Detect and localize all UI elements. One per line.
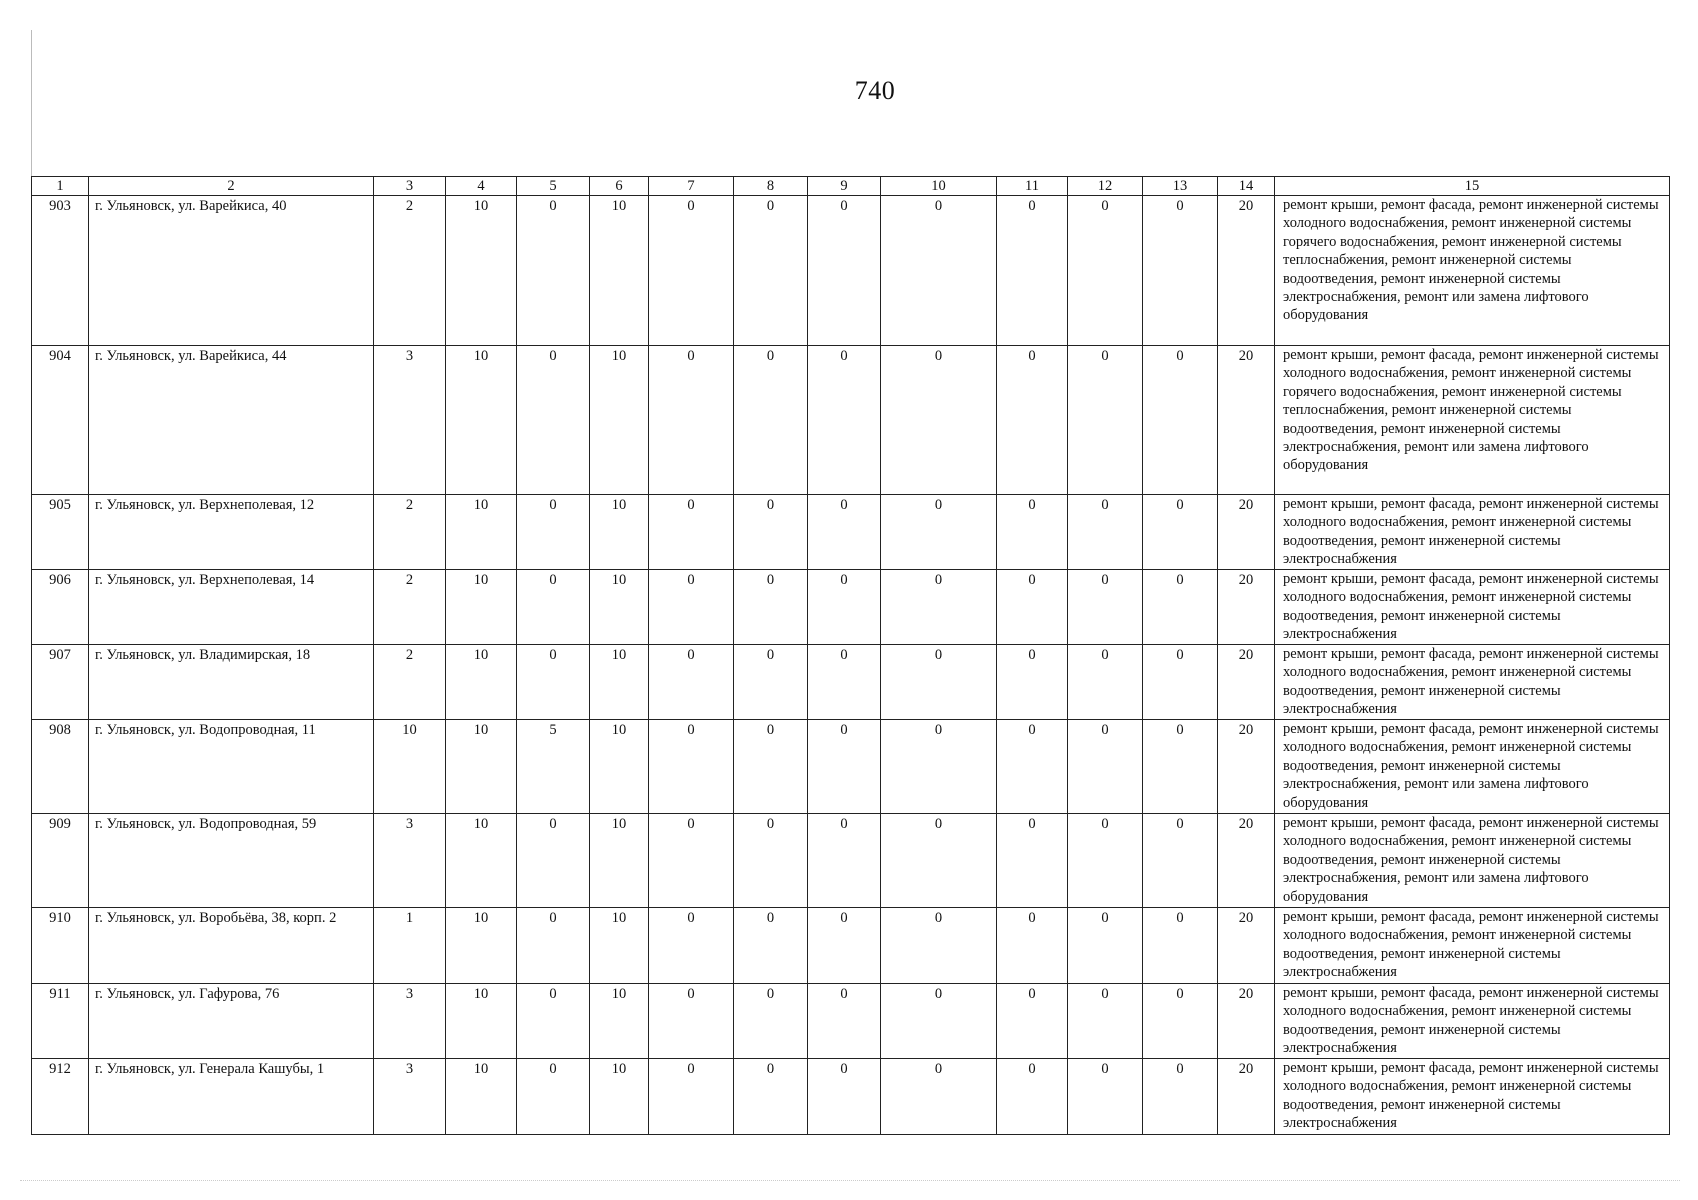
row-number: 907: [32, 645, 89, 720]
value-cell: 0: [808, 720, 881, 814]
row-number: 911: [32, 984, 89, 1059]
value-cell: 20: [1218, 908, 1275, 984]
table-body: [32, 196, 1670, 1135]
value-cell: 0: [734, 814, 808, 908]
value-cell: 0: [997, 984, 1068, 1059]
address-cell: г. Ульяновск, ул. Гафурова, 76: [89, 984, 374, 1059]
value-cell: 3: [374, 1059, 446, 1135]
value-cell: 0: [808, 984, 881, 1059]
value-cell: 0: [734, 1059, 808, 1135]
value-cell: 0: [1068, 908, 1143, 984]
value-cell: 0: [1143, 814, 1218, 908]
value-cell: 10: [590, 196, 649, 346]
value-cell: 10: [590, 645, 649, 720]
value-cell: 0: [997, 346, 1068, 495]
value-cell: 0: [808, 1059, 881, 1135]
works-description-cell: ремонт крыши, ремонт фасада, ремонт инженерной системы холодного водоснабжения, ремонт инженерной системы водоотведения, ремонт инженерной системы электроснабжения, ремонт или замена лифтового оборудования: [1275, 814, 1670, 908]
value-cell: 0: [517, 908, 590, 984]
works-description-cell: ремонт крыши, ремонт фасада, ремонт инженерной системы холодного водоснабжения, ремонт инженерной системы водоотведения, ремонт инженерной системы электроснабжения: [1275, 570, 1670, 645]
value-cell: 10: [590, 814, 649, 908]
value-cell: 20: [1218, 645, 1275, 720]
column-header: 5: [517, 177, 590, 196]
value-cell: 2: [374, 570, 446, 645]
value-cell: 0: [1143, 570, 1218, 645]
value-cell: 20: [1218, 196, 1275, 346]
row-number: 903: [32, 196, 89, 346]
table-row: [32, 1059, 1670, 1135]
value-cell: 0: [881, 196, 997, 346]
value-cell: 0: [734, 908, 808, 984]
value-cell: 0: [1068, 645, 1143, 720]
value-cell: 0: [881, 570, 997, 645]
value-cell: 0: [881, 720, 997, 814]
value-cell: 3: [374, 814, 446, 908]
value-cell: 0: [1068, 196, 1143, 346]
value-cell: 0: [734, 495, 808, 570]
value-cell: 10: [590, 495, 649, 570]
repair-works-table: [31, 176, 1670, 1135]
value-cell: 0: [881, 495, 997, 570]
value-cell: 1: [374, 908, 446, 984]
value-cell: 0: [649, 346, 734, 495]
value-cell: 10: [446, 570, 517, 645]
value-cell: 0: [734, 570, 808, 645]
table-row: [32, 196, 1670, 346]
row-number: 908: [32, 720, 89, 814]
value-cell: 2: [374, 196, 446, 346]
column-header: 2: [89, 177, 374, 196]
value-cell: 20: [1218, 720, 1275, 814]
value-cell: 0: [997, 570, 1068, 645]
table-row: [32, 495, 1670, 570]
value-cell: 0: [997, 720, 1068, 814]
value-cell: 10: [446, 814, 517, 908]
value-cell: 20: [1218, 495, 1275, 570]
value-cell: 0: [1143, 645, 1218, 720]
address-cell: г. Ульяновск, ул. Воробьёва, 38, корп. 2: [89, 908, 374, 984]
value-cell: 10: [590, 346, 649, 495]
value-cell: 0: [517, 495, 590, 570]
value-cell: 5: [517, 720, 590, 814]
value-cell: 0: [517, 196, 590, 346]
value-cell: 0: [881, 984, 997, 1059]
row-number: 909: [32, 814, 89, 908]
value-cell: 0: [649, 570, 734, 645]
value-cell: 10: [590, 1059, 649, 1135]
value-cell: 0: [881, 1059, 997, 1135]
value-cell: 10: [446, 495, 517, 570]
value-cell: 0: [1068, 570, 1143, 645]
value-cell: 0: [1068, 720, 1143, 814]
row-number: 904: [32, 346, 89, 495]
value-cell: 20: [1218, 984, 1275, 1059]
column-header: 7: [649, 177, 734, 196]
column-header: 14: [1218, 177, 1275, 196]
address-cell: г. Ульяновск, ул. Водопроводная, 59: [89, 814, 374, 908]
value-cell: 0: [1143, 984, 1218, 1059]
works-description-cell: ремонт крыши, ремонт фасада, ремонт инженерной системы холодного водоснабжения, ремонт инженерной системы водоотведения, ремонт инженерной системы электроснабжения: [1275, 645, 1670, 720]
address-cell: г. Ульяновск, ул. Водопроводная, 11: [89, 720, 374, 814]
value-cell: 0: [881, 645, 997, 720]
page-bottom-edge: [20, 1180, 1680, 1182]
row-number: 906: [32, 570, 89, 645]
value-cell: 10: [374, 720, 446, 814]
column-header: 15: [1275, 177, 1670, 196]
works-description-cell: ремонт крыши, ремонт фасада, ремонт инженерной системы холодного водоснабжения, ремонт инженерной системы водоотведения, ремонт инженерной системы электроснабжения, ремонт или замена лифтового оборудования: [1275, 720, 1670, 814]
value-cell: 0: [997, 495, 1068, 570]
row-number: 905: [32, 495, 89, 570]
column-header: 11: [997, 177, 1068, 196]
value-cell: 3: [374, 984, 446, 1059]
table-row: [32, 570, 1670, 645]
value-cell: 20: [1218, 346, 1275, 495]
page-number: 740: [854, 76, 896, 105]
value-cell: 0: [734, 720, 808, 814]
value-cell: 0: [1143, 1059, 1218, 1135]
works-description-cell: ремонт крыши, ремонт фасада, ремонт инженерной системы холодного водоснабжения, ремонт инженерной системы водоотведения, ремонт инженерной системы электроснабжения: [1275, 908, 1670, 984]
value-cell: 0: [881, 814, 997, 908]
column-header: 3: [374, 177, 446, 196]
value-cell: 0: [997, 645, 1068, 720]
value-cell: 0: [1068, 984, 1143, 1059]
value-cell: 10: [446, 346, 517, 495]
value-cell: 0: [1068, 814, 1143, 908]
column-header: 9: [808, 177, 881, 196]
value-cell: 0: [649, 645, 734, 720]
value-cell: 10: [590, 908, 649, 984]
value-cell: 0: [649, 196, 734, 346]
value-cell: 0: [1068, 346, 1143, 495]
value-cell: 10: [446, 720, 517, 814]
value-cell: 0: [734, 196, 808, 346]
value-cell: 0: [649, 814, 734, 908]
column-header: 10: [881, 177, 997, 196]
value-cell: 20: [1218, 570, 1275, 645]
value-cell: 3: [374, 346, 446, 495]
value-cell: 0: [649, 495, 734, 570]
value-cell: 10: [590, 570, 649, 645]
table-row: [32, 645, 1670, 720]
value-cell: 0: [1068, 495, 1143, 570]
works-description-cell: ремонт крыши, ремонт фасада, ремонт инженерной системы холодного водоснабжения, ремонт инженерной системы горячего водоснабжения, ремонт инженерной системы теплоснабжения, ремонт инженерной системы водоотведения, ремонт инженерной системы электроснабжения, ремонт или замена лифтового оборудования: [1275, 196, 1670, 346]
address-cell: г. Ульяновск, ул. Верхнеполевая, 12: [89, 495, 374, 570]
table-row: [32, 346, 1670, 495]
value-cell: 0: [808, 645, 881, 720]
value-cell: 0: [1143, 720, 1218, 814]
address-cell: г. Ульяновск, ул. Генерала Кашубы, 1: [89, 1059, 374, 1135]
address-cell: г. Ульяновск, ул. Варейкиса, 40: [89, 196, 374, 346]
table-row: [32, 984, 1670, 1059]
value-cell: 0: [997, 1059, 1068, 1135]
value-cell: 0: [649, 1059, 734, 1135]
value-cell: 0: [517, 645, 590, 720]
table-container: [31, 176, 1670, 1135]
value-cell: 0: [808, 346, 881, 495]
works-description-cell: ремонт крыши, ремонт фасада, ремонт инженерной системы холодного водоснабжения, ремонт инженерной системы горячего водоснабжения, ремонт инженерной системы теплоснабжения, ремонт инженерной системы водоотведения, ремонт инженерной системы электроснабжения, ремонт или замена лифтового оборудования: [1275, 346, 1670, 495]
value-cell: 0: [808, 196, 881, 346]
works-description-cell: ремонт крыши, ремонт фасада, ремонт инженерной системы холодного водоснабжения, ремонт инженерной системы водоотведения, ремонт инженерной системы электроснабжения: [1275, 495, 1670, 570]
value-cell: 0: [649, 908, 734, 984]
table-row: [32, 908, 1670, 984]
value-cell: 0: [881, 908, 997, 984]
value-cell: 0: [808, 908, 881, 984]
value-cell: 0: [517, 984, 590, 1059]
value-cell: 0: [1143, 346, 1218, 495]
value-cell: 0: [1143, 196, 1218, 346]
value-cell: 0: [517, 346, 590, 495]
value-cell: 0: [734, 645, 808, 720]
value-cell: 20: [1218, 1059, 1275, 1135]
value-cell: 0: [517, 570, 590, 645]
value-cell: 0: [997, 814, 1068, 908]
value-cell: 10: [446, 984, 517, 1059]
row-number: 910: [32, 908, 89, 984]
value-cell: 0: [517, 1059, 590, 1135]
value-cell: 0: [649, 720, 734, 814]
column-header: 12: [1068, 177, 1143, 196]
row-number: 912: [32, 1059, 89, 1135]
value-cell: 0: [734, 346, 808, 495]
value-cell: 0: [808, 570, 881, 645]
value-cell: 0: [1143, 495, 1218, 570]
address-cell: г. Ульяновск, ул. Владимирская, 18: [89, 645, 374, 720]
header-row: [32, 177, 1670, 196]
column-header: 1: [32, 177, 89, 196]
value-cell: 10: [590, 720, 649, 814]
value-cell: 10: [446, 1059, 517, 1135]
value-cell: 0: [881, 346, 997, 495]
column-header: 6: [590, 177, 649, 196]
value-cell: 2: [374, 495, 446, 570]
value-cell: 0: [808, 495, 881, 570]
value-cell: 0: [1068, 1059, 1143, 1135]
works-description-cell: ремонт крыши, ремонт фасада, ремонт инженерной системы холодного водоснабжения, ремонт инженерной системы водоотведения, ремонт инженерной системы электроснабжения: [1275, 984, 1670, 1059]
address-cell: г. Ульяновск, ул. Верхнеполевая, 14: [89, 570, 374, 645]
value-cell: 0: [734, 984, 808, 1059]
value-cell: 10: [446, 645, 517, 720]
value-cell: 2: [374, 645, 446, 720]
value-cell: 0: [808, 814, 881, 908]
value-cell: 0: [997, 908, 1068, 984]
table-row: [32, 814, 1670, 908]
value-cell: 20: [1218, 814, 1275, 908]
value-cell: 0: [1143, 908, 1218, 984]
value-cell: 10: [590, 984, 649, 1059]
value-cell: 0: [649, 984, 734, 1059]
address-cell: г. Ульяновск, ул. Варейкиса, 44: [89, 346, 374, 495]
works-description-cell: ремонт крыши, ремонт фасада, ремонт инженерной системы холодного водоснабжения, ремонт инженерной системы водоотведения, ремонт инженерной системы электроснабжения: [1275, 1059, 1670, 1135]
table-row: [32, 720, 1670, 814]
value-cell: 10: [446, 196, 517, 346]
value-cell: 10: [446, 908, 517, 984]
column-header: 13: [1143, 177, 1218, 196]
column-header: 4: [446, 177, 517, 196]
value-cell: 0: [517, 814, 590, 908]
value-cell: 0: [997, 196, 1068, 346]
column-header: 8: [734, 177, 808, 196]
